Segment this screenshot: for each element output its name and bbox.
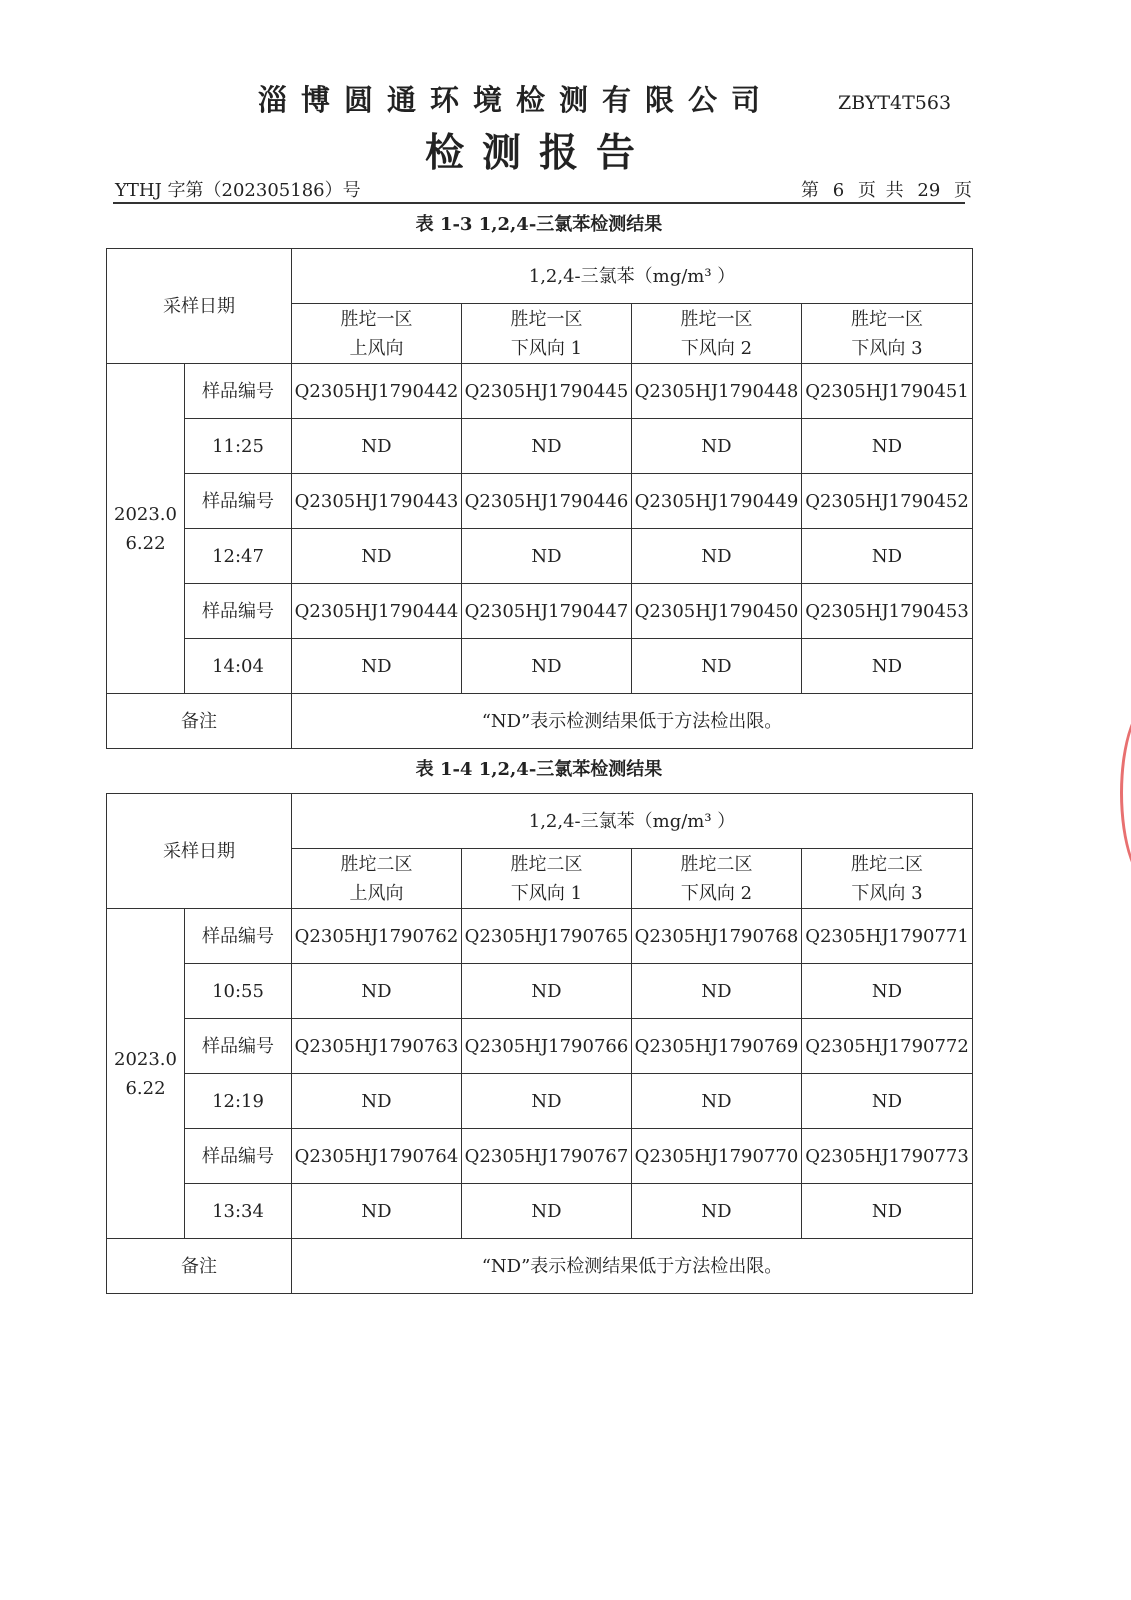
sample-id: Q2305HJ1790770 [632, 1129, 802, 1184]
sample-id-label: 样品编号 [185, 909, 292, 964]
table-row [107, 1239, 973, 1294]
table-row [107, 694, 973, 749]
date-line: 2023.0 [114, 1048, 177, 1070]
table-caption: 表 1-3 1,2,4-三氯苯检测结果 [415, 214, 663, 235]
result-value: ND [462, 1184, 632, 1239]
table-row [107, 909, 973, 964]
sampling-time: 12:47 [185, 529, 292, 584]
result-value: ND [632, 419, 802, 474]
sample-id: Q2305HJ1790764 [292, 1129, 462, 1184]
sample-id: Q2305HJ1790447 [462, 584, 632, 639]
column-direction: 下风向 3 [851, 882, 923, 904]
sample-id: Q2305HJ1790763 [292, 1019, 462, 1074]
report-title: 检测报告 [425, 130, 654, 176]
sample-id: Q2305HJ1790453 [802, 584, 973, 639]
sampling-time: 12:19 [185, 1074, 292, 1129]
table-row [107, 1184, 973, 1239]
sample-id: Q2305HJ1790442 [292, 364, 462, 419]
column-location: 胜坨一区 [851, 308, 924, 330]
sample-id: Q2305HJ1790765 [462, 909, 632, 964]
result-value: ND [462, 964, 632, 1019]
result-value: ND [462, 419, 632, 474]
result-value: ND [292, 639, 462, 694]
column-direction: 下风向 3 [851, 337, 923, 359]
column-location: 胜坨一区 [510, 308, 583, 330]
result-value: ND [632, 529, 802, 584]
param-header: 1,2,4-三氯苯（mg/m³ ） [292, 794, 973, 849]
result-value: ND [802, 1074, 973, 1129]
sample-id: Q2305HJ1790762 [292, 909, 462, 964]
column-header [292, 304, 462, 364]
column-location: 胜坨二区 [340, 853, 413, 875]
sample-id: Q2305HJ1790452 [802, 474, 973, 529]
note-text: “ND”表示检测结果低于方法检出限。 [292, 694, 973, 749]
sample-id: Q2305HJ1790773 [802, 1129, 973, 1184]
results-table [106, 248, 973, 749]
date-header: 采样日期 [107, 794, 292, 909]
sample-id: Q2305HJ1790771 [802, 909, 973, 964]
table-caption: 表 1-4 1,2,4-三氯苯检测结果 [415, 759, 663, 780]
table-row [107, 529, 973, 584]
table-row [107, 639, 973, 694]
table-row [107, 474, 973, 529]
result-value: ND [462, 639, 632, 694]
column-header [462, 849, 632, 909]
sampling-time: 10:55 [185, 964, 292, 1019]
sample-id: Q2305HJ1790772 [802, 1019, 973, 1074]
date-header: 采样日期 [107, 249, 292, 364]
column-header [292, 849, 462, 909]
sample-id: Q2305HJ1790446 [462, 474, 632, 529]
column-location: 胜坨二区 [851, 853, 924, 875]
sampling-time: 13:34 [185, 1184, 292, 1239]
page-info [801, 176, 972, 202]
column-header [462, 304, 632, 364]
result-value: ND [632, 639, 802, 694]
result-value: ND [632, 1074, 802, 1129]
sample-id: Q2305HJ1790767 [462, 1129, 632, 1184]
note-text: “ND”表示检测结果低于方法检出限。 [292, 1239, 973, 1294]
sample-id-label: 样品编号 [185, 1019, 292, 1074]
param-header: 1,2,4-三氯苯（mg/m³ ） [292, 249, 973, 304]
table-row [107, 1019, 973, 1074]
seal-stamp [1120, 700, 1131, 880]
sample-id: Q2305HJ1790449 [632, 474, 802, 529]
table-row [107, 364, 973, 419]
column-direction: 下风向 1 [510, 337, 583, 359]
table-row [107, 584, 973, 639]
column-location: 胜坨一区 [680, 308, 753, 330]
result-value: ND [292, 529, 462, 584]
column-direction: 下风向 1 [510, 882, 583, 904]
result-value: ND [462, 529, 632, 584]
sample-id: Q2305HJ1790444 [292, 584, 462, 639]
result-value: ND [802, 639, 973, 694]
report-code: ZBYT4T563 [838, 92, 952, 114]
page-prefix: 第 [801, 180, 819, 201]
note-label: 备注 [107, 694, 292, 749]
sample-id: Q2305HJ1790448 [632, 364, 802, 419]
sample-id-label: 样品编号 [185, 1129, 292, 1184]
results-table [106, 793, 973, 1294]
column-header [632, 304, 802, 364]
table-row [107, 1129, 973, 1184]
page-total: 29 [917, 180, 941, 201]
date-line: 6.22 [125, 1077, 166, 1099]
column-direction: 下风向 2 [680, 337, 753, 359]
result-value: ND [632, 1184, 802, 1239]
document-number: YTHJ 字第（202305186）号 [115, 180, 361, 201]
result-value: ND [292, 1074, 462, 1129]
sampling-time: 14:04 [185, 639, 292, 694]
sample-id: Q2305HJ1790451 [802, 364, 973, 419]
sample-id: Q2305HJ1790445 [462, 364, 632, 419]
result-value: ND [802, 419, 973, 474]
result-value: ND [292, 964, 462, 1019]
result-value: ND [802, 529, 973, 584]
column-location: 胜坨二区 [510, 853, 583, 875]
sample-id: Q2305HJ1790769 [632, 1019, 802, 1074]
table-row [107, 1074, 973, 1129]
table-row [107, 419, 973, 474]
result-value: ND [632, 964, 802, 1019]
result-value: ND [802, 1184, 973, 1239]
sampling-time: 11:25 [185, 419, 292, 474]
sampling-date [107, 909, 185, 1239]
table-row [107, 964, 973, 1019]
column-header [802, 849, 973, 909]
date-line: 2023.0 [114, 503, 177, 525]
header-divider [113, 202, 965, 204]
page-suffix: 页 [954, 180, 973, 201]
column-direction: 上风向 [349, 882, 404, 904]
sample-id: Q2305HJ1790766 [462, 1019, 632, 1074]
column-direction: 上风向 [349, 337, 404, 359]
company-name: 淄博圆通环境检测有限公司 [258, 83, 775, 117]
result-value: ND [462, 1074, 632, 1129]
column-location: 胜坨一区 [340, 308, 413, 330]
sample-id-label: 样品编号 [185, 474, 292, 529]
sample-id: Q2305HJ1790768 [632, 909, 802, 964]
column-direction: 下风向 2 [680, 882, 753, 904]
result-value: ND [802, 964, 973, 1019]
sample-id: Q2305HJ1790443 [292, 474, 462, 529]
date-line: 6.22 [125, 532, 166, 554]
result-value: ND [292, 419, 462, 474]
sample-id-label: 样品编号 [185, 584, 292, 639]
sample-id-label: 样品编号 [185, 364, 292, 419]
column-header [802, 304, 973, 364]
column-header [632, 849, 802, 909]
column-location: 胜坨二区 [680, 853, 753, 875]
page-current: 6 [832, 180, 845, 201]
sampling-date [107, 364, 185, 694]
note-label: 备注 [107, 1239, 292, 1294]
page-middle: 页 共 [857, 180, 904, 201]
sample-id: Q2305HJ1790450 [632, 584, 802, 639]
result-value: ND [292, 1184, 462, 1239]
